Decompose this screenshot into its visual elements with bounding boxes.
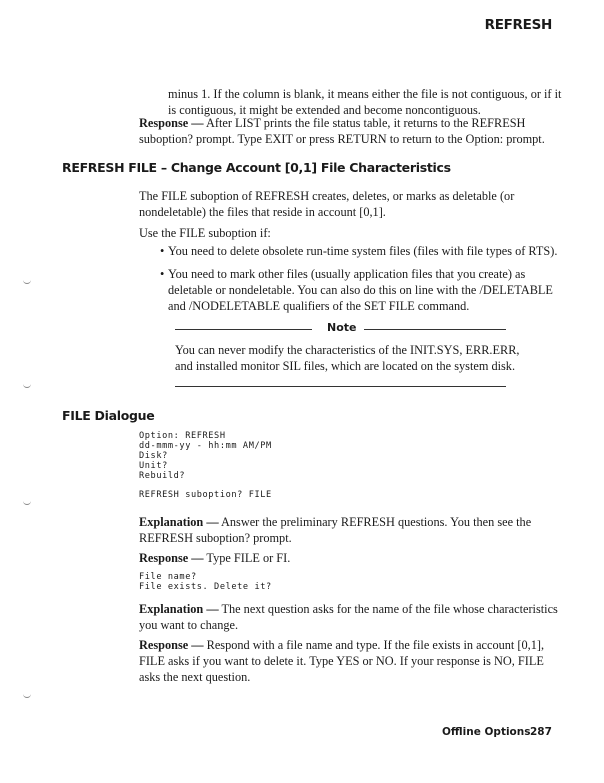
bullet-item: • You need to delete obsolete run-time system files (files with file types of RTS). — [160, 244, 558, 258]
bullet-icon: • — [160, 267, 165, 281]
dialogue-heading: FILE Dialogue — [62, 408, 155, 423]
section-paragraph: The FILE suboption of REFRESH creates, deletes, or marks as deletable (or nondeletable) the files that reside in account [0,1]. — [139, 189, 515, 219]
explanation-paragraph: Explanation — The next question asks for the name of the file whose characteristics you want to change. — [139, 602, 558, 632]
explanation-paragraph: Explanation — Answer the preliminary REFRESH questions. You then see the REFRESH suboption? prompt. — [139, 515, 532, 545]
binding-hole-mark — [23, 280, 31, 284]
running-header: REFRESH — [484, 17, 552, 33]
note-rule-bottom — [175, 386, 506, 387]
response-label: Response — — [139, 116, 204, 130]
bullet-item: • You need to mark other files (usually application files that you create) as deletable or nondeletable. You can also do this on line with the /DELETABLE and /NODELETABLE qualifiers of the SET FILE command. — [160, 267, 553, 313]
footer-section: Offline Options — [442, 726, 531, 738]
section-paragraph-2: Use the FILE suboption if: — [139, 226, 271, 240]
continuation-paragraph: minus 1. If the column is blank, it means either the file is not contiguous, or if it is contiguous, it might be extended and become noncontiguous. — [168, 87, 562, 117]
response-paragraph — [139, 115, 564, 147]
binding-hole-mark — [23, 501, 31, 505]
note-label: Note — [327, 321, 357, 334]
binding-hole-mark — [23, 694, 31, 698]
response-paragraph: Response — Type FILE or FI. — [139, 551, 291, 565]
code-block: Option: REFRESH dd-mmm-yy - hh:mm AM/PM Disk? Unit? Rebuild? — [139, 431, 272, 481]
binding-hole-mark — [23, 384, 31, 388]
response-text: After LIST prints the file status table, it returns to the REFRESH suboption? prompt. Type EXIT or press RETURN to return to the Option: prompt. — [139, 116, 545, 146]
page-number: 287 — [530, 726, 552, 738]
section-heading: REFRESH FILE – Change Account [0,1] File Characteristics — [62, 160, 451, 175]
response-paragraph: Response — Respond with a file name and type. If the file exists in account [0,1], FILE asks if you want to delete it. Type YES or NO. If your response is NO, FILE asks the next question. — [139, 638, 545, 684]
code-block: File name? File exists. Delete it? — [139, 572, 272, 592]
note-text: You can never modify the characteristics of the INIT.SYS, ERR.ERR, and installed monitor SIL files, which are located on the system disk. — [175, 343, 520, 373]
bullet-icon: • — [160, 244, 165, 258]
note-rule-right — [364, 329, 506, 330]
note-rule-left — [175, 329, 312, 330]
code-line: REFRESH suboption? FILE — [139, 490, 272, 500]
